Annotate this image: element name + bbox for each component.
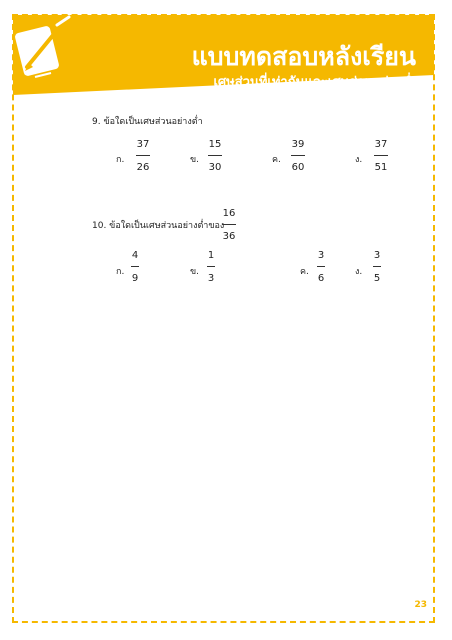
- q10-option-c-label: ค.: [300, 267, 309, 277]
- fraction-bar: [291, 155, 305, 156]
- fraction-numerator: 3: [373, 250, 381, 261]
- fraction-numerator: 37: [136, 139, 150, 150]
- q9-option-a-fraction[interactable]: [131, 138, 155, 174]
- fraction-denominator: 5: [373, 273, 381, 284]
- fraction-bar: [317, 266, 325, 267]
- fraction-numerator: 39: [291, 139, 305, 150]
- q10-given-fraction: [217, 207, 241, 243]
- q10-option-a-fraction[interactable]: [123, 249, 147, 285]
- q9-option-a-label: ก.: [116, 155, 125, 165]
- fraction-numerator: 4: [131, 250, 139, 261]
- q10-option-b-fraction[interactable]: [199, 249, 223, 285]
- fraction-numerator: 15: [208, 139, 222, 150]
- q9-option-c-fraction[interactable]: [286, 138, 310, 174]
- page-title: แบบทดสอบหลังเรียน: [191, 42, 416, 71]
- fraction-bar: [207, 266, 215, 267]
- pen-icon: [13, 15, 75, 85]
- page-subtitle: เศษส่วนที่เท่ากันและเศษส่วนอย่างต่ำ: [213, 75, 418, 90]
- fraction-denominator: 36: [222, 231, 236, 242]
- q10-option-c-fraction[interactable]: [309, 249, 333, 285]
- q10-option-a-label: ก.: [116, 267, 125, 277]
- fraction-numerator: 1: [207, 250, 215, 261]
- fraction-denominator: 6: [317, 273, 325, 284]
- q10-option-d-label: ง.: [355, 267, 363, 277]
- q9-option-d-label: ง.: [355, 155, 363, 165]
- fraction-denominator: 9: [131, 273, 139, 284]
- fraction-denominator: 51: [374, 162, 388, 173]
- q9-option-b-fraction[interactable]: [203, 138, 227, 174]
- fraction-numerator: 37: [374, 139, 388, 150]
- fraction-bar: [374, 155, 388, 156]
- q9-option-c-label: ค.: [272, 155, 281, 165]
- fraction-denominator: 60: [291, 162, 305, 173]
- page-number: 23: [414, 600, 427, 610]
- question-9-text: 9. ข้อใดเป็นเศษส่วนอย่างต่ำ: [92, 117, 203, 127]
- fraction-bar: [131, 266, 139, 267]
- fraction-bar: [222, 224, 236, 225]
- page-border: [12, 14, 435, 623]
- fraction-bar: [136, 155, 150, 156]
- fraction-denominator: 26: [136, 162, 150, 173]
- question-10-text: 10. ข้อใดเป็นเศษส่วนอย่างต่ำของ: [92, 221, 225, 231]
- fraction-denominator: 30: [208, 162, 222, 173]
- fraction-numerator: 16: [222, 208, 236, 219]
- header-banner: [13, 15, 434, 95]
- q9-option-b-label: ข.: [190, 155, 200, 165]
- fraction-bar: [208, 155, 222, 156]
- fraction-numerator: 3: [317, 250, 325, 261]
- q10-option-b-label: ข.: [190, 267, 200, 277]
- fraction-bar: [373, 266, 381, 267]
- q10-option-d-fraction[interactable]: [365, 249, 389, 285]
- fraction-denominator: 3: [207, 273, 215, 284]
- q9-option-d-fraction[interactable]: [369, 138, 393, 174]
